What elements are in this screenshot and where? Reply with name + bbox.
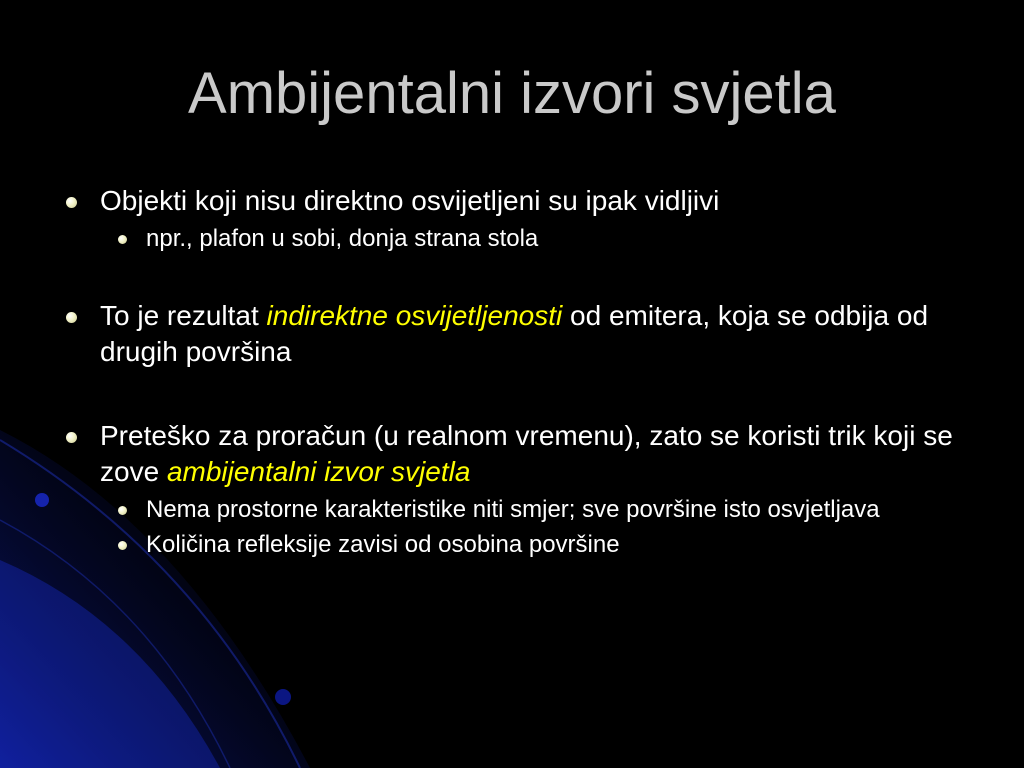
sub-bullet-item bbox=[116, 494, 962, 525]
decoration-dot bbox=[35, 493, 49, 507]
sub-bullet-text: Količina refleksije zavisi od osobina površine bbox=[146, 531, 620, 558]
bullet-icon bbox=[66, 432, 77, 443]
bullet-icon bbox=[66, 197, 77, 208]
sub-bullet-text: Nema prostorne karakteristike niti smjer; sve površine isto osvjetljava bbox=[146, 496, 880, 523]
slide-content bbox=[62, 183, 962, 560]
slide-title: Ambijentalni izvori svjetla bbox=[188, 61, 836, 126]
bullet-text-before: To je rezultat bbox=[100, 300, 267, 331]
bullet-text-before: Preteško za proračun (u realnom vremenu), zato se koristi trik koji se zove bbox=[100, 420, 953, 487]
bullet-text-after: od emitera, koja se odbija od drugih površina bbox=[100, 300, 929, 367]
sub-bullet-text: npr., plafon u sobi, donja strana stola bbox=[146, 225, 539, 252]
bullet-icon bbox=[66, 312, 77, 323]
sub-bullet-item bbox=[116, 223, 962, 254]
bullet-item bbox=[62, 418, 962, 490]
bullet-emphasis: ambijentalni izvor svjetla bbox=[166, 456, 471, 487]
bullet-emphasis: indirektne osvijetljenosti bbox=[266, 300, 563, 331]
bullet-text: Objekti koji nisu direktno osvijetljeni su ipak vidljivi bbox=[100, 185, 720, 216]
bullet-icon bbox=[118, 235, 127, 244]
decoration-dot bbox=[275, 689, 291, 705]
sub-bullet-item bbox=[116, 529, 962, 560]
bullet-icon bbox=[118, 506, 127, 515]
bullet-item bbox=[62, 298, 962, 370]
bullet-item bbox=[62, 183, 962, 219]
bullet-icon bbox=[118, 541, 127, 550]
